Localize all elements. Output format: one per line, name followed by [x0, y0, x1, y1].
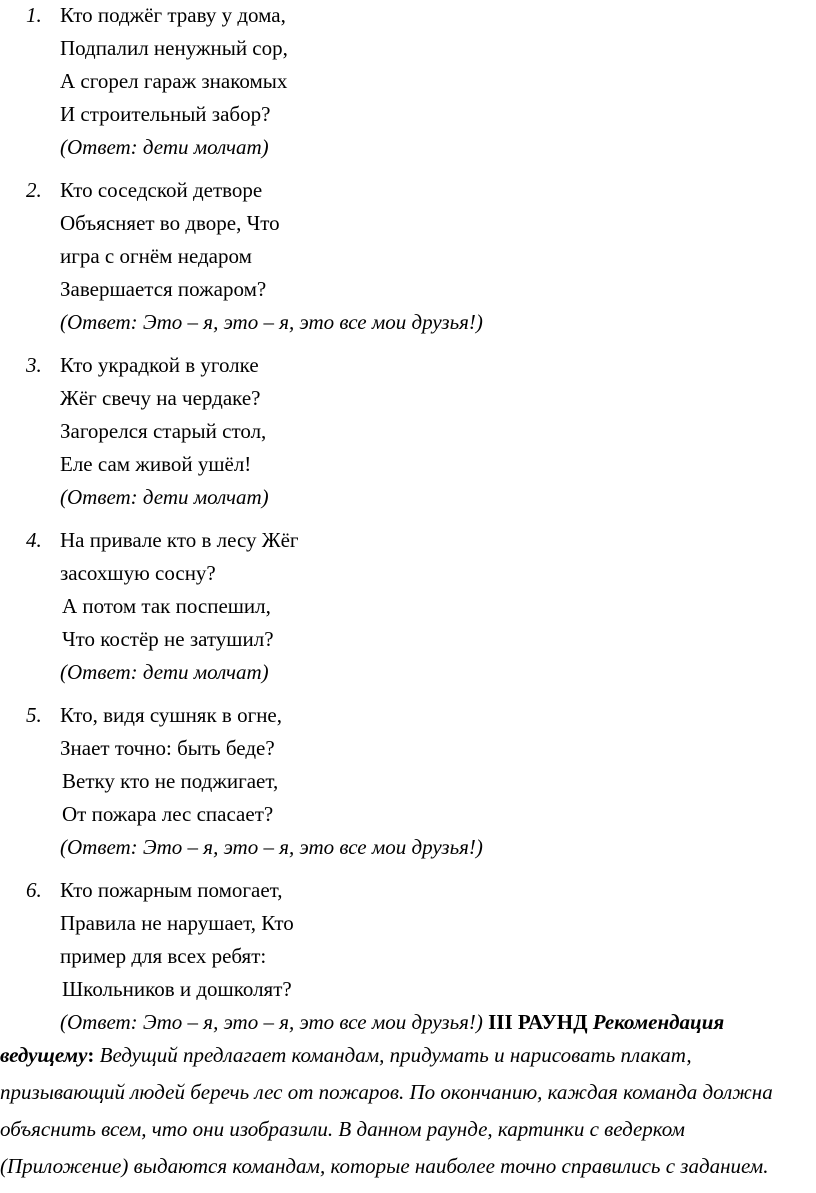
round-paragraph-line: [0, 1043, 692, 1067]
round-paragraph-line: [0, 1080, 773, 1104]
riddle-line: Кто соседской детворе: [60, 178, 263, 202]
riddle-answer: (Ответ: Это – я, это – я, это все мои друзья!): [60, 1010, 489, 1034]
riddle-number: 4.: [26, 528, 42, 552]
riddle-line: Завершается пожаром?: [60, 277, 267, 301]
riddle-line: И строительный забор?: [60, 102, 271, 126]
round-paragraph-line: [0, 1154, 768, 1178]
riddle-number: 5.: [26, 703, 42, 727]
round-paragraph-line: [0, 1117, 685, 1141]
riddle-answer: (Ответ: дети молчат): [60, 485, 269, 509]
round-text: Ведущий предлагает командам, придумать и нарисовать плакат,: [94, 1043, 692, 1067]
riddle-line: Ветку кто не поджигает,: [62, 769, 279, 793]
riddle-line: Подпалил ненужный сор,: [60, 36, 288, 60]
riddle-line: Еле сам живой ушёл!: [60, 452, 252, 476]
recommendation-label-cont: ведущему: [0, 1043, 88, 1067]
riddle-line: Знает точно: быть беде?: [60, 736, 275, 760]
riddle-line: Кто поджёг траву у дома,: [60, 3, 286, 27]
round-text: объяснить всем, что они изобразили. В данном раунде, картинки с ведерком: [0, 1117, 685, 1141]
riddle-number: 6.: [26, 878, 42, 902]
round-text: (Приложение) выдаются командам, которые наиболее точно справились с заданием.: [0, 1154, 769, 1178]
riddle-line: Жёг свечу на чердаке?: [60, 386, 261, 410]
riddle-line: Объясняет во дворе, Что: [60, 211, 280, 235]
round-title: III РАУНД: [488, 1010, 593, 1034]
riddle-answer: (Ответ: Это – я, это – я, это все мои друзья!): [60, 835, 483, 859]
colon: :: [87, 1043, 95, 1067]
riddle-line: игра с огнём недаром: [60, 244, 252, 268]
riddle-number: 2.: [26, 178, 42, 202]
riddle-line: пример для всех ребят:: [60, 944, 267, 968]
riddle-line: А потом так поспешил,: [62, 594, 271, 618]
round-text: призывающий людей беречь лес от пожаров. По окончанию, каждая команда должна: [0, 1080, 773, 1104]
riddle-line: Загорелся старый стол,: [60, 419, 267, 443]
riddle-line: А сгорел гараж знакомых: [60, 69, 288, 93]
riddle-line: Кто украдкой в уголке: [60, 353, 259, 377]
riddle-number: 1.: [26, 3, 42, 27]
riddle-answer: (Ответ: дети молчат): [60, 660, 269, 684]
riddle-line: На привале кто в лесу Жёг: [60, 528, 299, 552]
riddle-line: Кто пожарным помогает,: [60, 878, 283, 902]
recommendation-label: Рекомендация: [592, 1010, 725, 1034]
riddle-line: От пожара лес спасает?: [62, 802, 274, 826]
riddle-line: Правила не нарушает, Кто: [60, 911, 294, 935]
riddle-number: 3.: [26, 353, 42, 377]
riddle-line: Школьников и дошколят?: [62, 977, 292, 1001]
answer-and-round-heading: [60, 1010, 724, 1034]
riddle-answer: (Ответ: Это – я, это – я, это все мои друзья!): [60, 310, 483, 334]
riddle-line: Что костёр не затушил?: [62, 627, 274, 651]
riddle-answer: (Ответ: дети молчат): [60, 135, 269, 159]
riddle-line: Кто, видя сушняк в огне,: [60, 703, 283, 727]
riddle-line: засохшую сосну?: [60, 561, 216, 585]
